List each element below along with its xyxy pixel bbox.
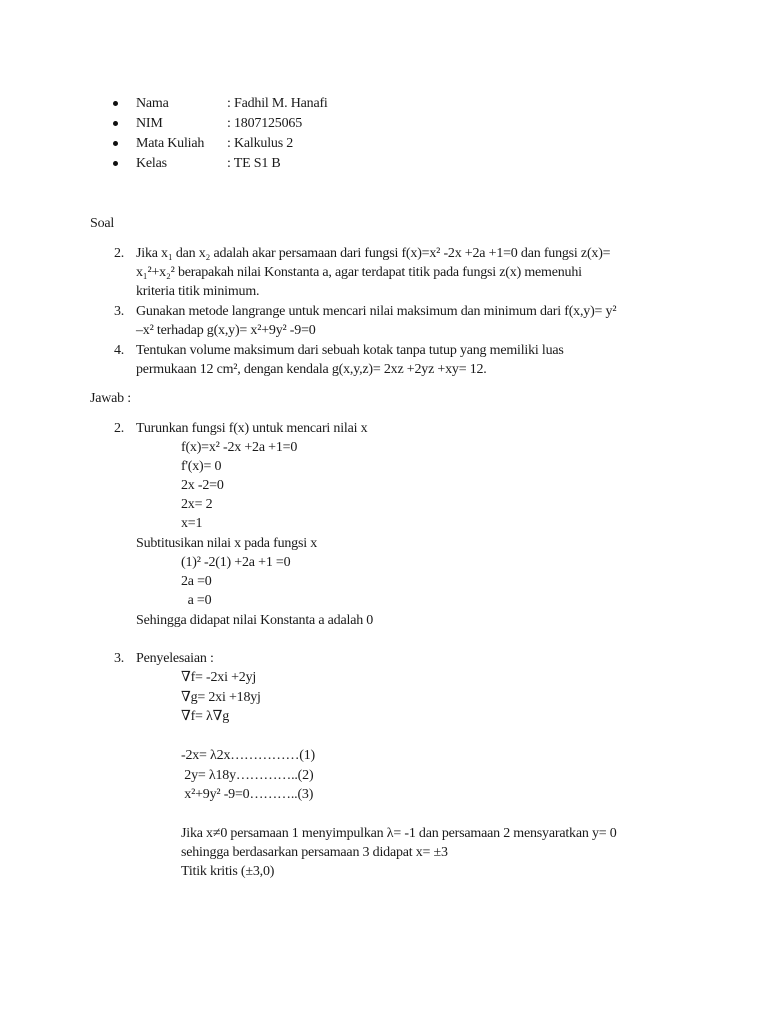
math-step: (1)² -2(1) +2a +1 =0 [181,555,291,570]
answer-conclusion: Titik kritis (±3,0) [181,864,275,879]
math-step: f(x)=x² -2x +2a +1=0 [181,440,298,455]
math-step: -2x= λ2x……………(1) [181,748,315,763]
math-step: x=1 [181,516,203,531]
math-step: 2x= 2 [181,497,213,512]
identity-label: Mata Kuliah [136,136,205,151]
math-step: ∇f= -2xi +2yj [181,670,257,685]
question-text: kriteria titik minimum. [136,284,260,299]
identity-value: : TE S1 B [227,156,281,171]
math-step: a =0 [181,593,212,608]
answer-text: Jika x≠0 persamaan 1 menyimpulkan λ= -1 dan persamaan 2 mensyaratkan y= 0 [181,826,617,841]
math-step: ∇f= λ∇g [181,709,229,724]
answer-number: 2. [114,421,125,436]
math-step: f'(x)= 0 [181,459,222,474]
identity-label: Kelas [136,156,167,171]
question-number: 2. [114,246,125,261]
math-step: 2y= λ18y…………..(2) [181,768,314,783]
identity-label: Nama [136,96,169,111]
question-text: –x² terhadap g(x,y)= x²+9y² -9=0 [136,323,316,338]
math-step: 2a =0 [181,574,212,589]
bullet-icon [113,161,118,166]
answer-text: Turunkan fungsi f(x) untuk mencari nilai x [136,421,368,436]
question-text: Gunakan metode langrange untuk mencari nilai maksimum dan minimum dari f(x,y)= y² [136,304,617,319]
identity-value: : 1807125065 [227,116,302,131]
answer-text: sehingga berdasarkan persamaan 3 didapat x= ±3 [181,845,448,860]
question-text: Tentukan volume maksimum dari sebuah kotak tanpa tutup yang memiliki luas [136,343,564,358]
question-number: 3. [114,304,125,319]
jawab-heading: Jawab : [90,391,131,406]
bullet-icon [113,121,118,126]
identity-value: : Fadhil M. Hanafi [227,96,328,111]
bullet-icon [113,141,118,146]
answer-text: Penyelesaian : [136,651,214,666]
answer-number: 3. [114,651,125,666]
question-number: 4. [114,343,125,358]
question-text: x₁²+x₂² berapakah nilai Konstanta a, agar terdapat titik pada fungsi z(x) memenuhi [136,265,582,280]
bullet-icon [113,101,118,106]
identity-value: : Kalkulus 2 [227,136,294,151]
question-text: permukaan 12 cm², dengan kendala g(x,y,z)= 2xz +2yz +xy= 12. [136,362,487,377]
math-step: 2x -2=0 [181,478,224,493]
soal-heading: Soal [90,216,115,231]
answer-text: Subtitusikan nilai x pada fungsi x [136,536,318,551]
math-step: x²+9y² -9=0………..(3) [181,787,314,802]
answer-conclusion: Sehingga didapat nilai Konstanta a adalah 0 [136,613,374,628]
identity-label: NIM [136,116,163,131]
question-text: Jika x₁ dan x₂ adalah akar persamaan dari fungsi f(x)=x² -2x +2a +1=0 dan fungsi z(x)= [136,246,611,261]
math-step: ∇g= 2xi +18yj [181,690,261,705]
